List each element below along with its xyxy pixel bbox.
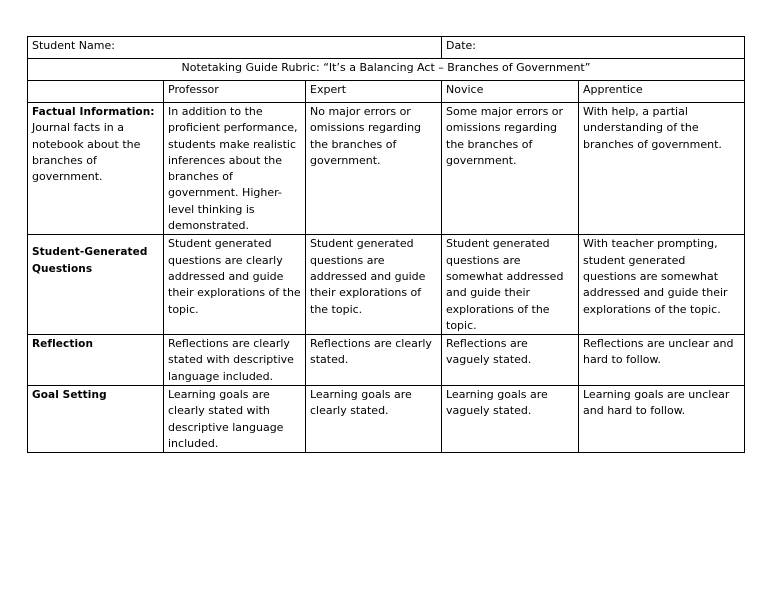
- column-header-professor: Professor: [164, 81, 306, 103]
- criterion-name: Goal Setting: [32, 389, 107, 402]
- rubric-cell-professor: Learning goals are clearly stated with descriptive language included.: [164, 386, 306, 453]
- student-info-row: [28, 37, 745, 59]
- criterion-name: Student-Generated Questions: [32, 246, 148, 275]
- date-field[interactable]: [442, 37, 745, 59]
- rubric-cell-novice: Learning goals are vaguely stated.: [442, 386, 579, 453]
- rubric-cell-professor: In addition to the proficient performance, students make realistic inferences about the branches of government. Higher-level thinking is demonstrated.: [164, 103, 306, 235]
- rubric-cell-expert: Student generated questions are addressed and guide their explorations of the topic.: [306, 235, 442, 335]
- rubric-row-reflection: [28, 335, 745, 386]
- rubric-row-student-generated-questions: [28, 235, 745, 335]
- rubric-cell-expert: Learning goals are clearly stated.: [306, 386, 442, 453]
- rubric-row-goal-setting: [28, 386, 745, 453]
- date-label: Date:: [446, 39, 476, 52]
- criterion-description: Journal facts in a notebook about the branches of government.: [32, 121, 141, 184]
- rubric-cell-expert: Reflections are clearly stated.: [306, 335, 442, 386]
- rubric-cell-apprentice: Reflections are unclear and hard to follow.: [579, 335, 745, 386]
- rubric-cell-novice: Student generated questions are somewhat addressed and guide their explorations of the topic.: [442, 235, 579, 335]
- corner-cell: [28, 81, 164, 103]
- rubric-cell-professor: Reflections are clearly stated with descriptive language included.: [164, 335, 306, 386]
- criterion-cell: [28, 386, 164, 453]
- rubric-cell-novice: Some major errors or omissions regarding the branches of government.: [442, 103, 579, 235]
- rubric-table: [27, 36, 745, 453]
- column-header-row: [28, 81, 745, 103]
- column-header-novice: Novice: [442, 81, 579, 103]
- criterion-name: Reflection: [32, 338, 94, 351]
- criterion-name: Factual Information:: [32, 106, 155, 118]
- rubric-row-factual-information: [28, 103, 745, 235]
- student-name-label: Student Name:: [32, 39, 115, 52]
- criterion-cell: [28, 103, 164, 235]
- column-header-apprentice: Apprentice: [579, 81, 745, 103]
- rubric-cell-professor: Student generated questions are clearly addressed and guide their explorations of the topic.: [164, 235, 306, 335]
- rubric-cell-expert: No major errors or omissions regarding the branches of government.: [306, 103, 442, 235]
- student-name-field[interactable]: [28, 37, 442, 59]
- column-header-expert: Expert: [306, 81, 442, 103]
- rubric-cell-apprentice: With help, a partial understanding of the branches of government.: [579, 103, 745, 235]
- rubric-cell-novice: Reflections are vaguely stated.: [442, 335, 579, 386]
- rubric-title: Notetaking Guide Rubric: “It’s a Balancing Act – Branches of Government”: [28, 59, 745, 81]
- criterion-cell: [28, 235, 164, 335]
- rubric-cell-apprentice: Learning goals are unclear and hard to follow.: [579, 386, 745, 453]
- criterion-cell: [28, 335, 164, 386]
- title-row: [28, 59, 745, 81]
- rubric-cell-apprentice: With teacher prompting, student generated questions are somewhat addressed and guide their explorations of the topic.: [579, 235, 745, 335]
